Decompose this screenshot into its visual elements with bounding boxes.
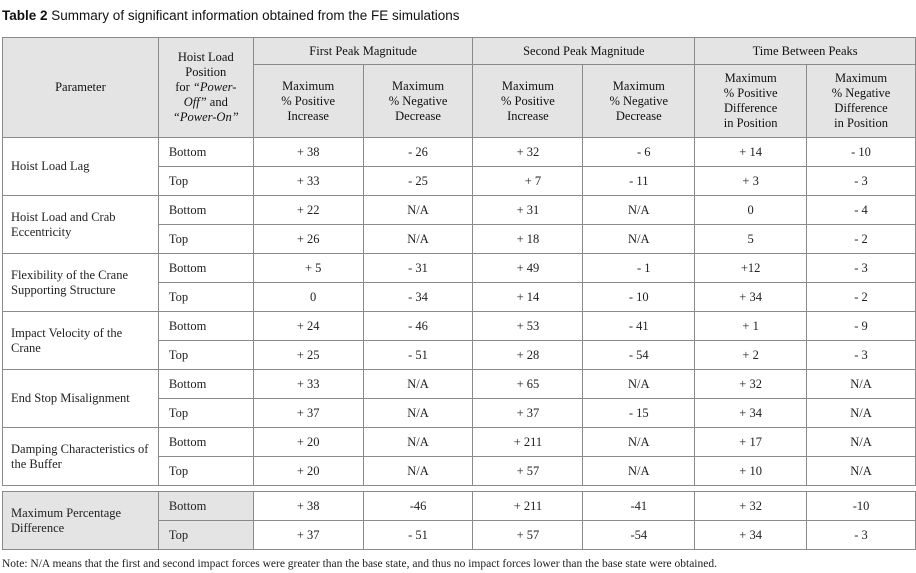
row-position: Top bbox=[158, 167, 253, 196]
cell-second-neg: N/A bbox=[583, 457, 695, 486]
cell-time-pos: + 32 bbox=[695, 492, 807, 521]
table-row bbox=[3, 138, 916, 167]
header-time-max-positive-difference: Maximum % Positive Difference in Position bbox=[695, 65, 807, 138]
cell-first-neg: N/A bbox=[363, 399, 473, 428]
cell-second-pos: + 65 bbox=[473, 370, 583, 399]
cell-second-neg: - 1 bbox=[583, 254, 695, 283]
row-parameter: Flexibility of the Crane Supporting Structure bbox=[3, 254, 159, 312]
cell-time-pos: + 1 bbox=[695, 312, 807, 341]
cell-first-neg: -46 bbox=[363, 492, 473, 521]
cell-time-neg: N/A bbox=[807, 399, 916, 428]
table-row bbox=[3, 196, 916, 225]
cell-first-neg: - 51 bbox=[363, 521, 473, 550]
cell-time-pos: + 17 bbox=[695, 428, 807, 457]
cell-time-neg: - 4 bbox=[807, 196, 916, 225]
cell-second-pos: + 7 bbox=[473, 167, 583, 196]
cell-time-neg: - 2 bbox=[807, 225, 916, 254]
cell-first-pos: + 20 bbox=[253, 428, 363, 457]
table-caption-text: Summary of significant information obtained from the FE simulations bbox=[51, 8, 460, 23]
cell-second-pos: + 49 bbox=[473, 254, 583, 283]
cell-first-neg: N/A bbox=[363, 225, 473, 254]
table-note: Note: N/A means that the first and second impact forces were greater than the base state, and thus no impact forces lower than the base state were obtained. bbox=[2, 558, 717, 570]
row-position: Bottom bbox=[158, 492, 253, 521]
header-parameter: Parameter bbox=[3, 38, 159, 138]
table-row bbox=[3, 428, 916, 457]
cell-time-pos: +12 bbox=[695, 254, 807, 283]
row-parameter: Damping Characteristics of the Buffer bbox=[3, 428, 159, 486]
table-caption-label: Table 2 bbox=[2, 8, 48, 23]
cell-time-neg: - 3 bbox=[807, 254, 916, 283]
summary-row-parameter: Maximum Percentage Difference bbox=[3, 492, 159, 550]
cell-first-pos: + 38 bbox=[253, 492, 363, 521]
cell-second-neg: - 11 bbox=[583, 167, 695, 196]
cell-time-neg: N/A bbox=[807, 428, 916, 457]
row-position: Top bbox=[158, 283, 253, 312]
cell-time-pos: + 2 bbox=[695, 341, 807, 370]
cell-second-neg: N/A bbox=[583, 370, 695, 399]
row-position: Top bbox=[158, 225, 253, 254]
cell-second-pos: + 57 bbox=[473, 457, 583, 486]
cell-second-neg: N/A bbox=[583, 225, 695, 254]
header-second-peak-magnitude: Second Peak Magnitude bbox=[473, 38, 695, 65]
cell-first-neg: - 26 bbox=[363, 138, 473, 167]
row-position: Top bbox=[158, 341, 253, 370]
header-second-max-positive-increase: Maximum % Positive Increase bbox=[473, 65, 583, 138]
cell-second-neg: N/A bbox=[583, 428, 695, 457]
cell-time-pos: + 3 bbox=[695, 167, 807, 196]
cell-second-pos: + 211 bbox=[473, 428, 583, 457]
table-caption bbox=[2, 8, 459, 23]
cell-second-pos: + 32 bbox=[473, 138, 583, 167]
cell-first-pos: + 24 bbox=[253, 312, 363, 341]
cell-first-neg: N/A bbox=[363, 196, 473, 225]
cell-second-neg: - 41 bbox=[583, 312, 695, 341]
row-position: Bottom bbox=[158, 196, 253, 225]
cell-first-neg: - 46 bbox=[363, 312, 473, 341]
header-time-max-negative-difference: Maximum % Negative Difference in Position bbox=[807, 65, 916, 138]
cell-time-pos: + 34 bbox=[695, 283, 807, 312]
row-parameter: Impact Velocity of the Crane bbox=[3, 312, 159, 370]
header-second-max-negative-decrease: Maximum % Negative Decrease bbox=[583, 65, 695, 138]
cell-second-neg: -54 bbox=[583, 521, 695, 550]
cell-second-pos: + 18 bbox=[473, 225, 583, 254]
cell-first-pos: + 20 bbox=[253, 457, 363, 486]
cell-time-pos: 5 bbox=[695, 225, 807, 254]
cell-time-neg: - 10 bbox=[807, 138, 916, 167]
cell-time-neg: - 2 bbox=[807, 283, 916, 312]
cell-second-neg: - 10 bbox=[583, 283, 695, 312]
table-row bbox=[3, 370, 916, 399]
cell-time-neg: -10 bbox=[807, 492, 916, 521]
row-position: Bottom bbox=[158, 428, 253, 457]
cell-time-neg: - 3 bbox=[807, 521, 916, 550]
cell-second-neg: - 15 bbox=[583, 399, 695, 428]
cell-second-neg: - 54 bbox=[583, 341, 695, 370]
header-row-groups bbox=[3, 38, 916, 65]
header-first-peak-magnitude: First Peak Magnitude bbox=[253, 38, 473, 65]
row-position: Top bbox=[158, 521, 253, 550]
cell-first-neg: N/A bbox=[363, 370, 473, 399]
cell-first-pos: + 37 bbox=[253, 521, 363, 550]
header-first-max-positive-increase: Maximum % Positive Increase bbox=[253, 65, 363, 138]
cell-first-pos: + 22 bbox=[253, 196, 363, 225]
row-position: Bottom bbox=[158, 312, 253, 341]
cell-time-neg: N/A bbox=[807, 457, 916, 486]
cell-time-neg: N/A bbox=[807, 370, 916, 399]
cell-second-pos: + 57 bbox=[473, 521, 583, 550]
cell-time-pos: 0 bbox=[695, 196, 807, 225]
cell-first-pos: + 33 bbox=[253, 167, 363, 196]
cell-first-pos: + 33 bbox=[253, 370, 363, 399]
table-row bbox=[3, 312, 916, 341]
cell-time-pos: + 32 bbox=[695, 370, 807, 399]
summary-table bbox=[2, 37, 916, 550]
cell-first-pos: + 25 bbox=[253, 341, 363, 370]
row-position: Bottom bbox=[158, 370, 253, 399]
cell-first-neg: N/A bbox=[363, 428, 473, 457]
cell-time-neg: - 9 bbox=[807, 312, 916, 341]
cell-first-neg: - 51 bbox=[363, 341, 473, 370]
cell-first-pos: + 26 bbox=[253, 225, 363, 254]
table-row bbox=[3, 254, 916, 283]
row-position: Top bbox=[158, 457, 253, 486]
header-hoist-load-position: Hoist Load Position for “Power- Off” and “Power-On” bbox=[158, 38, 253, 138]
cell-first-pos: + 37 bbox=[253, 399, 363, 428]
cell-first-neg: - 34 bbox=[363, 283, 473, 312]
cell-first-neg: - 31 bbox=[363, 254, 473, 283]
cell-first-neg: - 25 bbox=[363, 167, 473, 196]
cell-first-neg: N/A bbox=[363, 457, 473, 486]
cell-time-pos: + 14 bbox=[695, 138, 807, 167]
cell-first-pos: + 38 bbox=[253, 138, 363, 167]
cell-first-pos: 0 bbox=[253, 283, 363, 312]
cell-second-pos: + 28 bbox=[473, 341, 583, 370]
row-position: Bottom bbox=[158, 138, 253, 167]
row-parameter: Hoist Load Lag bbox=[3, 138, 159, 196]
cell-second-pos: + 53 bbox=[473, 312, 583, 341]
cell-time-neg: - 3 bbox=[807, 341, 916, 370]
row-position: Top bbox=[158, 399, 253, 428]
cell-time-pos: + 34 bbox=[695, 399, 807, 428]
cell-time-pos: + 10 bbox=[695, 457, 807, 486]
header-time-between-peaks: Time Between Peaks bbox=[695, 38, 916, 65]
cell-second-pos: + 211 bbox=[473, 492, 583, 521]
row-parameter: Hoist Load and Crab Eccentricity bbox=[3, 196, 159, 254]
header-first-max-negative-decrease: Maximum % Negative Decrease bbox=[363, 65, 473, 138]
summary-row bbox=[3, 492, 916, 521]
cell-first-pos: + 5 bbox=[253, 254, 363, 283]
cell-second-neg: -41 bbox=[583, 492, 695, 521]
cell-second-neg: N/A bbox=[583, 196, 695, 225]
cell-second-pos: + 37 bbox=[473, 399, 583, 428]
cell-second-neg: - 6 bbox=[583, 138, 695, 167]
cell-time-neg: - 3 bbox=[807, 167, 916, 196]
cell-time-pos: + 34 bbox=[695, 521, 807, 550]
cell-second-pos: + 31 bbox=[473, 196, 583, 225]
row-parameter: End Stop Misalignment bbox=[3, 370, 159, 428]
cell-second-pos: + 14 bbox=[473, 283, 583, 312]
row-position: Bottom bbox=[158, 254, 253, 283]
